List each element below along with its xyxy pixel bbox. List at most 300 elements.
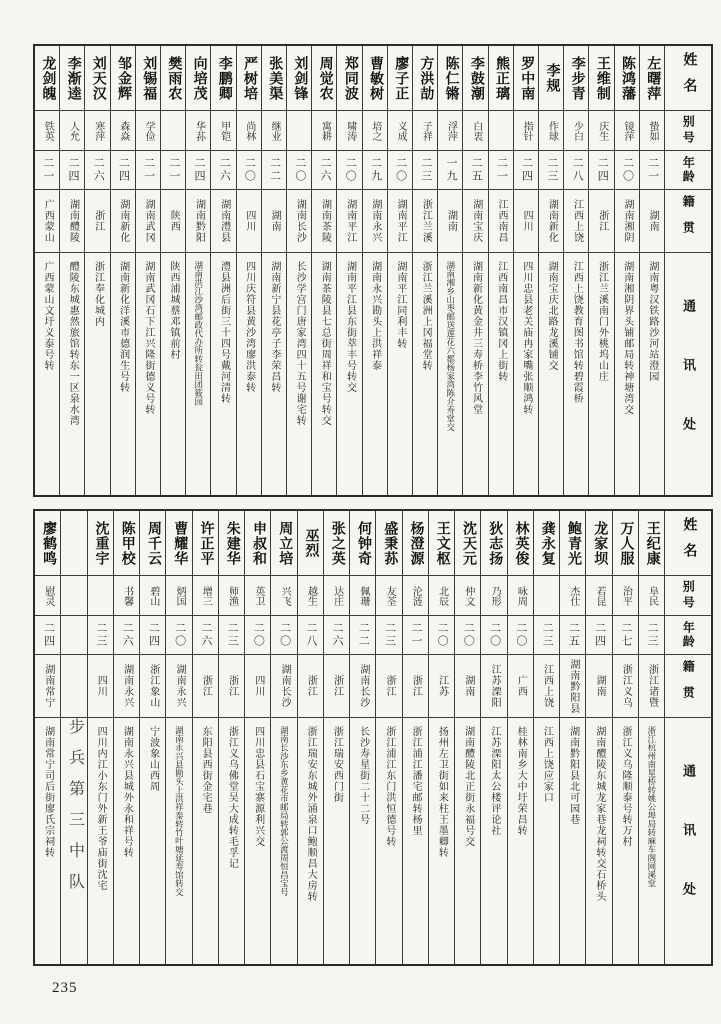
name-cell: 曹耀华 (166, 511, 191, 576)
native-place-cell: 浙江义乌 (613, 655, 638, 718)
name-cell: 向培茂 (186, 46, 210, 111)
native-place-cell: 湖南长沙 (287, 190, 311, 253)
name-cell: 何钟奇 (350, 511, 375, 576)
address-cell: 浙江瑞安西门街 (331, 726, 343, 803)
native-place-cell: 湖南长沙 (350, 655, 375, 718)
age-cell: 二五 (463, 151, 487, 190)
column-header: 姓名 (665, 46, 711, 111)
name-cell: 张美渠 (262, 46, 286, 111)
header-column (664, 511, 711, 964)
address-cell: 扬州左卫街如来柱王墨卿转 (436, 726, 448, 858)
column-header: 籍贯 (665, 190, 711, 253)
name-cell: 王文枢 (429, 511, 454, 576)
age-cell: 二四 (35, 616, 60, 655)
age-cell (61, 616, 86, 655)
native-place-cell: 湖南黔阳 (186, 190, 210, 253)
age-cell: 二六 (114, 616, 139, 655)
age-cell: 一九 (438, 151, 462, 190)
name-cell: 刘锡福 (136, 46, 160, 111)
name-cell: 陈鸿藩 (615, 46, 639, 111)
person-column (612, 511, 638, 964)
address-cell: 浙江浦江潘宅邮转杨里 (410, 726, 422, 836)
column-header: 通讯处 (681, 299, 696, 476)
alias-cell: 阜民 (639, 576, 664, 616)
alias-cell (161, 111, 185, 151)
native-place-cell: 浙江 (298, 655, 323, 718)
person-column (139, 511, 165, 964)
address-cell: 江苏溧阳太公楼评论社 (488, 726, 500, 836)
person-column (507, 511, 533, 964)
age-cell: 二四 (111, 151, 135, 190)
person-column (480, 511, 506, 964)
native-place-cell: 湖南 (586, 655, 611, 718)
name-cell: 周觉农 (312, 46, 336, 111)
name-cell: 邹金辉 (111, 46, 135, 111)
person-column (454, 511, 480, 964)
age-cell: 二三 (639, 616, 664, 655)
age-cell: 二二 (262, 151, 286, 190)
age-cell: 二三 (534, 616, 559, 655)
name-cell: 熊正璃 (489, 46, 513, 111)
alias-cell: 治平 (613, 576, 638, 616)
person-column (192, 511, 218, 964)
alias-cell: 书馨 (114, 576, 139, 616)
address-cell: 浙江兰溪洲上冈福堂转 (420, 261, 432, 371)
age-cell: 二六 (85, 151, 109, 190)
person-column (261, 46, 286, 495)
address-cell: 浙江浦江东门洪恒德号转 (383, 726, 395, 847)
native-place-cell: 湖南常宁 (35, 655, 60, 718)
address-cell: 江西上饶应家口 (541, 726, 553, 803)
native-place-cell: 浙江 (324, 655, 349, 718)
age-cell: 二〇 (429, 616, 454, 655)
name-cell: 林英俊 (508, 511, 533, 576)
age-cell: 二一 (489, 151, 513, 190)
native-place-cell: 江西上饶 (534, 655, 559, 718)
address-cell: 湖南宝庆北路龙溪铺交 (546, 261, 558, 371)
age-cell: 二四 (589, 151, 613, 190)
alias-cell: 庆生 (589, 111, 613, 151)
native-place-cell: 浙江兰溪 (413, 190, 437, 253)
person-column (387, 46, 412, 495)
alias-cell: 碧山 (140, 576, 165, 616)
name-cell: 周千云 (140, 511, 165, 576)
age-cell: 二四 (60, 151, 84, 190)
person-column (35, 46, 59, 495)
alias-cell: 友荃 (376, 576, 401, 616)
page-number: 235 (52, 980, 78, 996)
address-cell: 湖南湘阴界头铺邮局转神塘湾交 (621, 261, 633, 415)
person-column (563, 46, 588, 495)
name-cell: 樊雨农 (161, 46, 185, 111)
address-cell: 湖南粤汉铁路沙河站澄园 (646, 261, 658, 382)
handwritten-annotation: 步兵第三中队 (66, 717, 84, 904)
name-cell: 刘剑锋 (287, 46, 311, 111)
native-place-cell: 浙江 (403, 655, 428, 718)
person-column (160, 46, 185, 495)
alias-cell: 少白 (564, 111, 588, 151)
alias-cell (61, 576, 86, 616)
age-cell: 二〇 (481, 616, 506, 655)
alias-cell: 北辰 (429, 576, 454, 616)
person-column (428, 511, 454, 964)
age-cell: 二三 (219, 616, 244, 655)
age-cell: 二〇 (455, 616, 480, 655)
name-cell: 陈甲校 (114, 511, 139, 576)
age-cell: 二六 (211, 151, 235, 190)
age-cell: 二〇 (237, 151, 261, 190)
person-column (218, 511, 244, 964)
alias-cell: 作球 (539, 111, 563, 151)
name-cell: 刘天汉 (85, 46, 109, 111)
address-cell: 湖南新宁县花亭子李荣昌转 (268, 261, 280, 393)
native-place-cell: 浙江诸暨 (639, 655, 664, 718)
person-column (135, 46, 160, 495)
person-column (588, 46, 613, 495)
native-place-cell: 江苏溧阳 (481, 655, 506, 718)
name-cell: 许正平 (193, 511, 218, 576)
person-column (639, 46, 664, 495)
person-column (210, 46, 235, 495)
name-cell (61, 511, 86, 576)
name-cell: 廖鹤鸣 (35, 511, 60, 576)
alias-cell (88, 576, 113, 616)
address-cell: 江西上饶教育图书馆转碧霞桥 (571, 261, 583, 404)
person-column (638, 511, 664, 964)
age-cell: 二一 (161, 151, 185, 190)
name-cell: 巫烈 (298, 511, 323, 576)
age-cell: 二三 (88, 616, 113, 655)
alias-cell: 越生 (298, 576, 323, 616)
native-place-cell: 湖南平江 (388, 190, 412, 253)
native-place-cell: 江西南昌 (489, 190, 513, 253)
native-place-cell: 湖南 (438, 190, 462, 253)
name-cell: 龙家坝 (586, 511, 611, 576)
age-cell: 二〇 (166, 616, 191, 655)
address-cell: 湖南永兴县勘头上洪祥泰转竹叶塘延寿馆转交 (174, 726, 185, 896)
address-cell: 湖南平江同利丰转 (394, 261, 406, 349)
native-place-cell: 江苏 (429, 655, 454, 718)
native-place-cell: 湖南武冈 (136, 190, 160, 253)
alias-cell: 继业 (262, 111, 286, 151)
address-cell: 湖南长沙东乡黄花市邮局转郭公渡周恒昌宝号 (279, 726, 290, 896)
alias-cell: 佩珊 (350, 576, 375, 616)
address-cell: 四川内江小东门外新王爷庙街沈宅 (95, 726, 107, 891)
address-cell: 湖南永兴县城外永和祥号转 (121, 726, 133, 858)
person-column (59, 46, 84, 495)
age-cell: 二〇 (245, 616, 270, 655)
name-cell: 严树培 (237, 46, 261, 111)
native-place-cell: 湖南长沙 (271, 655, 296, 718)
address-cell: 澧县洲后街三十四号戴河清转 (218, 261, 230, 404)
person-column (585, 511, 611, 964)
alias-cell: 甲铠 (211, 111, 235, 151)
age-cell: 二四 (586, 616, 611, 655)
alias-cell: 英卫 (245, 576, 270, 616)
native-place-cell: 湖南新化 (539, 190, 563, 253)
person-column (185, 46, 210, 495)
person-column (84, 46, 109, 495)
name-cell: 龙剑魄 (35, 46, 59, 111)
native-place-cell: 浙江 (219, 655, 244, 718)
address-cell: 宁波象山西周 (147, 726, 159, 792)
column-header: 籍贯 (665, 655, 711, 718)
name-cell: 李渐逵 (60, 46, 84, 111)
address-cell: 浙江瑞安东城外涌泉口鲍顺昌大房转 (305, 726, 317, 902)
alias-cell: 沦涟 (403, 576, 428, 616)
address-cell: 浙江义乌隆顺泰号转万村 (620, 726, 632, 847)
person-column (362, 46, 387, 495)
blank-column (60, 511, 86, 964)
address-cell: 桂林南乡大中圩荣昌转 (515, 726, 527, 836)
person-column (559, 511, 585, 964)
address-cell: 四川忠县老关庙冉家嘴张顺鸿转 (520, 261, 532, 415)
name-cell: 郑同波 (337, 46, 361, 111)
native-place-cell: 湖南 (262, 190, 286, 253)
column-header: 别号 (665, 576, 711, 616)
roster-table-bottom (33, 509, 713, 966)
age-cell: 二〇 (337, 151, 361, 190)
name-cell: 廖子正 (388, 46, 412, 111)
alias-cell: 森焱 (111, 111, 135, 151)
alias-cell: 浮萍 (438, 111, 462, 151)
native-place-cell: 湖南平江 (337, 190, 361, 253)
person-column (311, 46, 336, 495)
address-cell: 广西蒙山文圩义泰号转 (42, 261, 54, 371)
alias-cell: 培之 (363, 111, 387, 151)
native-place-cell: 湖南湘阴 (615, 190, 639, 253)
native-place-cell: 四川 (237, 190, 261, 253)
address-cell: 湖南洪江沙湾邮政代办所转瓮田团筱园 (193, 261, 204, 406)
alias-cell (287, 111, 311, 151)
name-cell: 申叔和 (245, 511, 270, 576)
roster-table-top (33, 44, 713, 497)
name-cell: 盛秉荪 (376, 511, 401, 576)
alias-cell: 若昆 (586, 576, 611, 616)
name-cell: 李鼓潮 (463, 46, 487, 111)
native-place-cell: 四川 (88, 655, 113, 718)
age-cell: 二六 (312, 151, 336, 190)
native-place-cell: 四川 (514, 190, 538, 253)
address-cell: 湖南新化黄金井三寿桥李竹风堂 (470, 261, 482, 415)
alias-cell: 仲文 (455, 576, 480, 616)
age-cell: 二四 (186, 151, 210, 190)
address-cell: 湖南武冈石下江兴隆街德义号转 (142, 261, 154, 415)
name-cell: 沈天元 (455, 511, 480, 576)
name-cell: 朱建华 (219, 511, 244, 576)
name-cell: 陈仁锵 (438, 46, 462, 111)
address-cell: 湖南醴陵北正街永福号交 (462, 726, 474, 847)
age-cell: 二五 (560, 616, 585, 655)
alias-cell (534, 576, 559, 616)
person-column (87, 511, 113, 964)
person-column (165, 511, 191, 964)
address-cell: 浙江杭州南星桥转姚公埠局转麻车阁网溪堂 (646, 726, 657, 888)
person-column (236, 46, 261, 495)
person-column (402, 511, 428, 964)
column-header: 年龄 (665, 151, 711, 190)
address-cell: 浙江奉化城内 (92, 261, 104, 327)
alias-cell: 尚林 (237, 111, 261, 151)
address-cell: 湖南湘乡山枣邮送莲花六都杨家湾陈介寿堂交 (445, 261, 456, 431)
age-cell: 二一 (403, 616, 428, 655)
name-cell: 李鹏卿 (211, 46, 235, 111)
address-cell: 长沙寿星街二十二号 (357, 726, 369, 825)
alias-cell: 炳国 (166, 576, 191, 616)
person-column (375, 511, 401, 964)
alias-cell: 兴飞 (271, 576, 296, 616)
address-cell: 陕西浦城蔡邓镇前村 (168, 261, 180, 360)
native-place-cell: 湖南 (455, 655, 480, 718)
age-cell: 二一 (640, 151, 664, 190)
alias-cell: 乃形 (481, 576, 506, 616)
alias-cell (489, 111, 513, 151)
alias-cell: 寓耕 (312, 111, 336, 151)
address-cell: 湖南醴陵东城龙家巷龙祠转交石桥头 (593, 726, 605, 902)
address-cell: 长沙学宫门唐家湾四十五号谢宅转 (294, 261, 306, 426)
alias-cell: 镜萍 (615, 111, 639, 151)
alias-cell: 人允 (60, 111, 84, 151)
native-place-cell: 湖南永兴 (166, 655, 191, 718)
person-column (437, 46, 462, 495)
column-header: 姓名 (665, 511, 711, 576)
alias-cell: 蛰如 (640, 111, 664, 151)
age-cell: 二四 (140, 616, 165, 655)
person-column (412, 46, 437, 495)
name-cell: 张之英 (324, 511, 349, 576)
native-place-cell: 四川 (245, 655, 270, 718)
address-cell: 湖南茶陵县七总街周祥和宝号转交 (319, 261, 331, 426)
name-cell: 左曙萍 (640, 46, 664, 111)
person-column (513, 46, 538, 495)
person-column (286, 46, 311, 495)
person-column (533, 511, 559, 964)
alias-cell: 增三 (193, 576, 218, 616)
age-cell: 二四 (514, 151, 538, 190)
native-place-cell: 浙江 (193, 655, 218, 718)
alias-cell: 师渔 (219, 576, 244, 616)
name-cell: 李规 (539, 46, 563, 111)
person-column (336, 46, 361, 495)
age-cell: 二三 (376, 616, 401, 655)
person-column (349, 511, 375, 964)
name-cell: 王维制 (589, 46, 613, 111)
name-cell: 鲍青光 (560, 511, 585, 576)
age-cell: 二〇 (271, 616, 296, 655)
native-place-cell: 湖南永兴 (363, 190, 387, 253)
native-place-cell: 湖南新化 (111, 190, 135, 253)
native-place-cell: 湖南 (640, 190, 664, 253)
person-column (270, 511, 296, 964)
alias-cell: 学俭 (136, 111, 160, 151)
person-column (110, 46, 135, 495)
age-cell: 二一 (35, 151, 59, 190)
native-place-cell: 浙江象山 (140, 655, 165, 718)
name-cell: 李步青 (564, 46, 588, 111)
address-cell: 浙江义乌佛堂吴大成转毛孚记 (226, 726, 238, 869)
age-cell: 二三 (413, 151, 437, 190)
alias-cell: 白衷 (463, 111, 487, 151)
native-place-cell: 陕西 (161, 190, 185, 253)
alias-cell: 子祥 (413, 111, 437, 151)
alias-cell: 指针 (514, 111, 538, 151)
native-place-cell: 浙江 (376, 655, 401, 718)
name-cell: 周立培 (271, 511, 296, 576)
name-cell: 方洪劼 (413, 46, 437, 111)
column-header: 通讯处 (681, 764, 696, 941)
age-cell: 二三 (539, 151, 563, 190)
address-cell: 东阳县西街金宅巷 (200, 726, 212, 814)
address-cell: 醴陵东城惠然旅馆转东一区泉水湾 (67, 261, 79, 426)
address-cell: 湖南新化洋溪市德润生号转 (117, 261, 129, 393)
native-place-cell: 江西上饶 (564, 190, 588, 253)
person-column (538, 46, 563, 495)
alias-cell: 杰仕 (560, 576, 585, 616)
age-cell: 二七 (613, 616, 638, 655)
alias-cell: 义成 (388, 111, 412, 151)
native-place-cell: 浙江 (589, 190, 613, 253)
age-cell: 二二 (350, 616, 375, 655)
name-cell: 沈重宇 (88, 511, 113, 576)
name-cell: 杨澄源 (403, 511, 428, 576)
name-cell: 万人服 (613, 511, 638, 576)
person-column (113, 511, 139, 964)
native-place-cell: 广西 (508, 655, 533, 718)
age-cell: 二八 (298, 616, 323, 655)
address-cell: 湖南常宁司后街廖氏宗祠转 (42, 726, 54, 858)
address-cell: 浙江兰溪南门外桃坞山庄 (596, 261, 608, 382)
header-column (664, 46, 711, 495)
native-place-cell: 湖南宝庆 (463, 190, 487, 253)
alias-cell: 咏周 (508, 576, 533, 616)
person-column (35, 511, 60, 964)
native-place-cell: 湖南茶陵 (312, 190, 336, 253)
address-cell: 四川庆符县黄沙湾廖洪泰转 (243, 261, 255, 393)
age-cell: 二〇 (388, 151, 412, 190)
address-cell: 四川忠县石宝寨源利兴交 (252, 726, 264, 847)
age-cell: 二一 (136, 151, 160, 190)
person-column (462, 46, 487, 495)
name-cell: 王纪康 (639, 511, 664, 576)
alias-cell: 啸涛 (337, 111, 361, 151)
address-cell: 湖南平江县东街萃丰号转交 (344, 261, 356, 393)
alias-cell: 慰灵 (35, 576, 60, 616)
name-cell: 龚永复 (534, 511, 559, 576)
address-cell: 湖南黔阳县北可园巷 (567, 726, 579, 825)
age-cell: 二六 (193, 616, 218, 655)
alias-cell: 华荪 (186, 111, 210, 151)
person-column (323, 511, 349, 964)
age-cell: 二九 (363, 151, 387, 190)
address-cell: 江西南昌市汉镇冈上街转 (495, 261, 507, 382)
age-cell: 二八 (564, 151, 588, 190)
age-cell: 二六 (324, 616, 349, 655)
person-column (297, 511, 323, 964)
column-header: 别号 (665, 111, 711, 151)
alias-cell: 达庄 (324, 576, 349, 616)
native-place-cell: 浙江 (85, 190, 109, 253)
native-place-cell: 湖南澧县 (211, 190, 235, 253)
age-cell: 二〇 (615, 151, 639, 190)
alias-cell: 铁英 (35, 111, 59, 151)
address-cell: 湖南永兴勘头上洪祥泰 (369, 261, 381, 371)
native-place-cell: 湖南黔阳县 (560, 655, 585, 718)
age-cell: 二〇 (508, 616, 533, 655)
person-column (614, 46, 639, 495)
name-cell: 狄志扬 (481, 511, 506, 576)
native-place-cell: 湖南醴陵 (60, 190, 84, 253)
native-place-cell: 广西蒙山 (35, 190, 59, 253)
